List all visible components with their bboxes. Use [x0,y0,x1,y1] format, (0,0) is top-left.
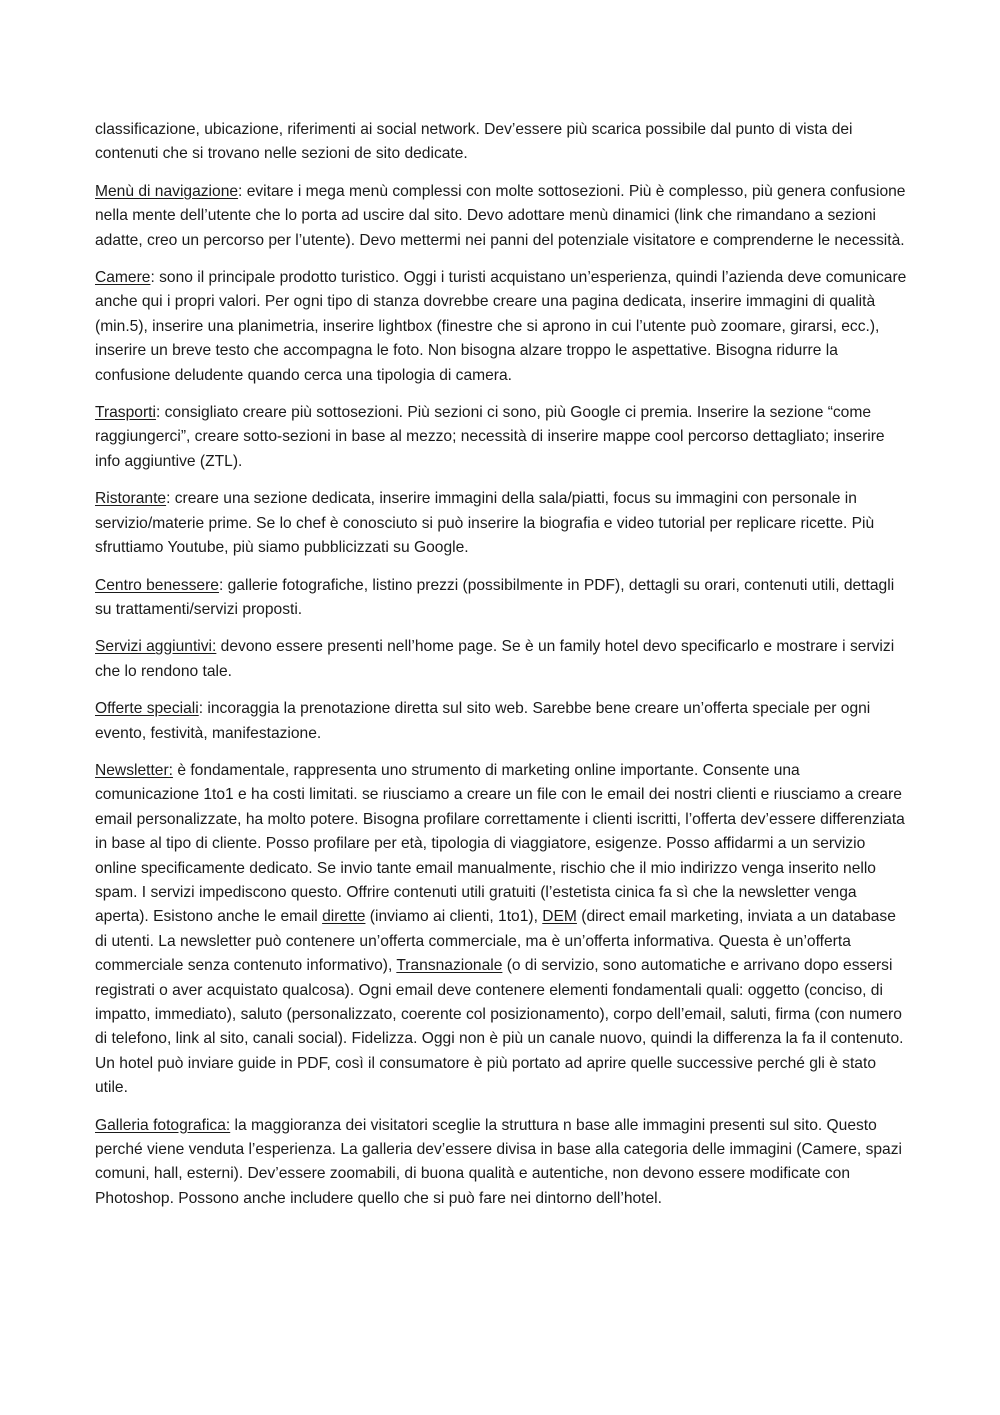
ristorante-heading: Ristorante [95,490,167,508]
newsletter-text-1: è fondamentale, rappresenta uno strumento di marketing online importante. Consente una comunicazione 1to1 e ha costi limitati. se riusciamo a creare un file con le email dei nostri clienti e riusciamo a creare email personalizzate, ha molto potere. Bisogna profilare correttamente i clienti iscritti, l’offerta dev’essere differenziata in base al tipo di cliente. Posso profilare per età, tipologia di viaggiatore, esigenze. Posso affidarmi a un servizio online specificamente dedicato. Se invio tante email manualmente, rischio che il mio indirizzo venga inserito nello spam. I servizi impediscono questo. Offrire contenuti utili gratuiti (l’estetista cinica fa sì che la newsletter venga aperta). Esistono anche le email [95,761,905,926]
intro-paragraph [95,118,907,167]
newsletter-text-4: (o di servizio, sono automatiche e arrivano dopo essersi registrati o aver acquistato qualcosa). Ogni email deve contenere elementi fondamentali quali: oggetto (conciso, di impatto, immediato), saluto (personalizzato, coerente col posizionamento), corpo dell’email, saluti, firma (con numero di telefono, link al sito, canali social). Fidelizza. Oggi non è più un canale nuovo, quindi la differenza la fa il contenuto. Un hotel può inviare guide in PDF, così il consumatore è più portato ad aprire quelle successive perché gli è stato utile. [95,957,904,1097]
galleria-text: la maggioranza dei visitatori sceglie la struttura n base alle immagini presenti sul sito. Questo perché viene venduta l’esperienza. La galleria dev’essere divisa in base alla categoria delle immagini (Camere, spazi comuni, hall, esterni). Dev’essere zoomabili, di buona qualità e autentiche, non devono essere modificate con Photoshop. Possono anche includere quello che si può fare nei dintorno dell’hotel. [95,1116,902,1207]
benessere-text: : gallerie fotografiche, listino prezzi (possibilmente in PDF), dettagli su orari, contenuti utili, dettagli su trattamenti/servizi proposti. [95,576,895,618]
menu-paragraph [95,180,907,253]
galleria-paragraph [95,1114,907,1212]
offerte-text: : incoraggia la prenotazione diretta sul sito web. Sarebbe bene creare un’offerta speciale per ogni evento, festività, manifestazione. [95,700,871,742]
camere-paragraph [95,266,907,388]
benessere-heading: Centro benessere [95,576,219,594]
ristorante-text: : creare una sezione dedicata, inserire immagini della sala/piatti, focus su immagini con personale in servizio/materie prime. Se lo chef è conosciuto si può inserire la biografia e video tutorial per replicare ricette. Più sfruttiamo Youtube, più siamo pubblicizzati su Google. [95,490,875,557]
offerte-paragraph [95,697,907,746]
newsletter-heading: Newsletter: [95,761,173,779]
document-page [95,118,907,1224]
trasporti-text: : consigliato creare più sottosezioni. Più sezioni ci sono, più Google ci premia. Inserire la sezione “come raggiungerci”, creare sotto-sezioni in base al mezzo; necessità di inserire mappe cool percorso dettagliato; inserire info aggiuntive (ZTL). [95,404,885,470]
servizi-paragraph [95,635,907,684]
newsletter-term-transnazionale: Transnazionale [396,957,503,975]
menu-heading: Menù di navigazione [95,182,239,200]
newsletter-term-dirette: dirette [322,908,366,926]
trasporti-paragraph [95,401,907,474]
newsletter-text-2: (inviamo ai clienti, 1to1), [365,908,543,926]
galleria-heading: Galleria fotografica: [95,1116,231,1134]
offerte-heading: Offerte speciali [95,700,199,718]
camere-text: : sono il principale prodotto turistico. Oggi i turisti acquistano un’esperienza, quindi l’azienda deve comunicare anche qui i propri valori. Per ogni tipo di stanza dovrebbe creare una pagina dedicata, inserire immagini di qualità (min.5), inserire una planimetria, inserire lightbox (finestre che si aprono in cui l’utente può zoomare, girarsi, ecc.), inserire un breve testo che accompagna le foto. Non bisogna alzare troppo le aspettative. Bisogna ridurre la confusione deludente quando cerca una tipologia di camera. [95,269,907,384]
newsletter-term-dem: DEM [542,908,577,926]
ristorante-paragraph [95,487,907,560]
newsletter-paragraph [95,759,907,1101]
camere-heading: Camere [95,269,151,287]
newsletter-text-3: (direct email marketing, inviata a un database di utenti. La newsletter può contenere un’offerta commerciale, ma è un’offerta informativa. Questa è un’offerta commerciale senza contenuto informativo), [95,908,896,975]
benessere-paragraph [95,574,907,623]
trasporti-heading: Trasporti [95,404,156,422]
servizi-heading: Servizi aggiuntivi: [95,638,217,656]
menu-text: : evitare i mega menù complessi con molte sottosezioni. Più è complesso, più genera confusione nella mente dell’utente che lo porta ad uscire dal sito. Devo adottare menù dinamici (link che rimandano a sezioni adatte, creo un percorso per l’utente). Devo mettermi nei panni del potenziale visitatore e comprenderne le necessità. [95,182,906,249]
servizi-text: devono essere presenti nell’home page. Se è un family hotel devo specificarlo e mostrare i servizi che lo rendono tale. [95,638,895,680]
intro-text: classificazione, ubicazione, riferimenti ai social network. Dev’essere più scarica possibile dal punto di vista dei contenuti che si trovano nelle sezioni de sito dedicate. [95,121,853,163]
